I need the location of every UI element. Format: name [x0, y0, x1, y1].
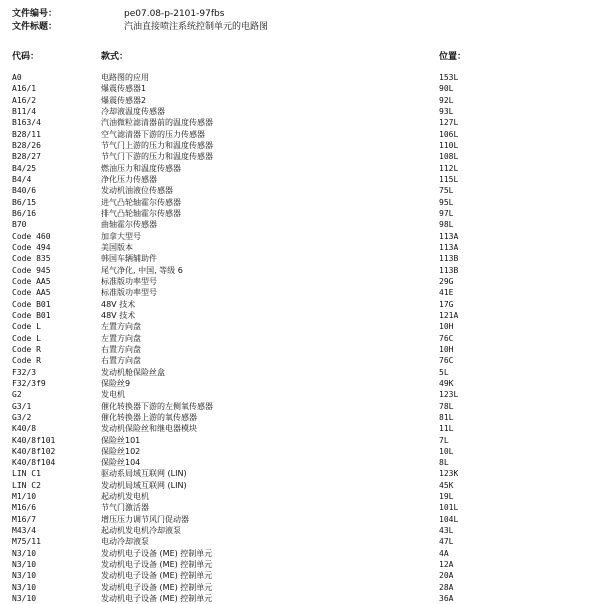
component-description: 美国版本 [101, 242, 133, 252]
component-code: Code 945 [12, 265, 51, 275]
component-code: Code B01 [12, 299, 51, 309]
component-position: 12A [439, 560, 454, 570]
component-description: 驱动系局域互联网 (LIN) [101, 469, 187, 479]
table-row [0, 106, 607, 117]
file-number-value: pe07.08-p-2101-97fbs [124, 9, 225, 19]
component-position: 113A [439, 231, 459, 241]
component-position: 113A [439, 242, 459, 252]
component-code: B40/6 [12, 186, 37, 196]
component-description: 保险丝9 [101, 378, 131, 388]
table-row [0, 276, 607, 287]
component-code: LIN C1 [12, 469, 41, 479]
component-description: 催化转换器下游的左侧氧传感器 [101, 401, 213, 411]
component-description: 发动机电子设备 (ME) 控制单元 [101, 560, 213, 570]
table-row [0, 208, 607, 219]
component-code: G3/2 [12, 412, 32, 422]
component-code: Code AA5 [12, 288, 51, 298]
component-code: M75/11 [12, 537, 41, 547]
component-description: 爆震传感器1 [101, 84, 147, 94]
component-description: 起动机发电机 [101, 492, 149, 502]
table-row [0, 435, 607, 446]
component-position: 113B [439, 265, 459, 275]
table-row [0, 83, 607, 94]
component-code: G2 [12, 390, 22, 400]
component-position: 123L [439, 390, 459, 400]
table-row [0, 412, 607, 423]
component-description: 增压压力调节风门促动器 [101, 514, 189, 524]
table-row [0, 548, 607, 559]
component-position: 92L [439, 95, 454, 105]
file-title-value: 汽油直接喷注系统控制单元的电路图 [124, 22, 269, 32]
component-position: 45K [439, 480, 454, 490]
component-code: M16/7 [12, 514, 37, 524]
table-row [0, 378, 607, 389]
table-row [0, 367, 607, 378]
component-description: 发电机 [101, 390, 125, 400]
component-description: 右置方向盘 [101, 344, 141, 354]
component-code: N3/10 [12, 560, 37, 570]
component-position: 108L [439, 152, 459, 162]
component-description: 发动机保险丝和继电器模块 [101, 424, 197, 434]
code-column-header: 代码： [12, 52, 40, 62]
table-row [0, 355, 607, 366]
component-description: 发动机油液位传感器 [101, 186, 173, 196]
component-description: 标准版功率型号 [101, 288, 157, 298]
table-row [0, 299, 607, 310]
table-row [0, 480, 607, 491]
component-position: 81L [439, 412, 454, 422]
table-row [0, 95, 607, 106]
table-row [0, 163, 607, 174]
table-row [0, 514, 607, 525]
table-row [0, 582, 607, 593]
component-description: 冷却液温度传感器 [101, 106, 165, 116]
table-row [0, 197, 607, 208]
component-position: 153L [439, 73, 459, 82]
component-code: LIN C2 [12, 480, 41, 490]
component-code: Code AA5 [12, 276, 51, 286]
component-code: Code L [12, 333, 41, 343]
component-position: 36A [439, 594, 454, 604]
component-code: B6/15 [12, 197, 37, 207]
component-description: 发动机局域互联网 (LIN) [101, 480, 187, 490]
component-description: 爆震传感器2 [101, 95, 147, 105]
component-description: 尾气净化, 中国, 等级 6 [101, 265, 183, 275]
table-row [0, 536, 607, 547]
component-description: 发动机舱保险丝盒 [101, 367, 165, 377]
component-description: 48V 技术 [101, 310, 136, 320]
table-row [0, 525, 607, 536]
table-row [0, 129, 607, 140]
table-row [0, 117, 607, 128]
component-position: 95L [439, 197, 454, 207]
component-code: F32/3f9 [12, 378, 46, 388]
component-position: 106L [439, 129, 459, 139]
component-position: 10H [439, 344, 454, 354]
component-description: 节气门上游的压力和温度传感器 [101, 140, 213, 150]
component-position: 5L [439, 367, 449, 377]
component-position: 43L [439, 526, 454, 536]
component-description: 汽油微粒滤清器前的温度传感器 [101, 118, 213, 128]
component-position: 10L [439, 446, 454, 456]
component-description: 右置方向盘 [101, 356, 141, 366]
component-description: 标准版功率型号 [101, 276, 157, 286]
component-position: 11L [439, 424, 454, 434]
component-position: 121A [439, 310, 459, 320]
component-position: 29G [439, 276, 454, 286]
component-code: Code 460 [12, 231, 51, 241]
table-row [0, 593, 607, 604]
component-code: N3/10 [12, 582, 37, 592]
component-code: A16/2 [12, 95, 37, 105]
component-position: 10H [439, 322, 454, 332]
component-code: M16/6 [12, 503, 37, 513]
component-position: 4A [439, 548, 449, 558]
table-row [0, 151, 607, 162]
component-description: 韩国车辆辅助件 [101, 254, 157, 264]
component-description: 节气门下游的压力和温度传感器 [101, 152, 213, 162]
table-row [0, 423, 607, 434]
table-row [0, 559, 607, 570]
component-description: 发动机电子设备 (ME) 控制单元 [101, 594, 213, 604]
component-position: 112L [439, 163, 459, 173]
component-description: 保险丝101 [101, 435, 141, 445]
component-description: 发动机电子设备 (ME) 控制单元 [101, 582, 213, 592]
table-row [0, 72, 607, 83]
component-description: 保险丝102 [101, 446, 141, 456]
component-code: B70 [12, 220, 27, 230]
file-number-label: 文件编号： [12, 9, 58, 19]
component-code: B11/4 [12, 106, 37, 116]
component-position: 127L [439, 118, 459, 128]
component-description: 空气滤清器下游的压力传感器 [101, 129, 205, 139]
table-row [0, 401, 607, 412]
component-code: N3/10 [12, 594, 37, 604]
table-row [0, 570, 607, 581]
table-row [0, 457, 607, 468]
component-description: 节气门激活器 [101, 503, 149, 513]
table-row [0, 446, 607, 457]
component-description: 排气凸轮轴霍尔传感器 [101, 208, 181, 218]
component-position: 41E [439, 288, 454, 298]
component-description: 电动冷却液泵 [101, 537, 149, 547]
component-description: 保险丝104 [101, 458, 141, 468]
component-code: K40/8f104 [12, 458, 56, 468]
component-position: 49K [439, 378, 454, 388]
table-row [0, 174, 607, 185]
component-code: B4/25 [12, 163, 37, 173]
component-code: A0 [12, 73, 22, 82]
table-row [0, 140, 607, 151]
component-table [0, 72, 607, 604]
component-position: 76C [439, 333, 454, 343]
component-position: 98L [439, 220, 454, 230]
component-position: 93L [439, 106, 454, 116]
component-position: 123K [439, 469, 459, 479]
component-code: N3/10 [12, 571, 37, 581]
component-code: K40/8 [12, 424, 37, 434]
component-description: 48V 技术 [101, 299, 136, 309]
table-row [0, 344, 607, 355]
table-row [0, 231, 607, 242]
table-row [0, 389, 607, 400]
component-code: B4/4 [12, 174, 32, 184]
component-description: 发动机电子设备 (ME) 控制单元 [101, 571, 213, 581]
component-code: Code R [12, 356, 41, 366]
component-position: 8L [439, 458, 449, 468]
component-position: 7L [439, 435, 449, 445]
component-position: 113B [439, 254, 459, 264]
component-code: Code 494 [12, 242, 51, 252]
component-position: 110L [439, 140, 459, 150]
component-code: N3/10 [12, 548, 37, 558]
table-row [0, 287, 607, 298]
component-position: 97L [439, 208, 454, 218]
component-position: 90L [439, 84, 454, 94]
table-row [0, 502, 607, 513]
component-description: 起动机发电机冷却液泵 [101, 526, 181, 536]
table-row [0, 242, 607, 253]
table-row [0, 333, 607, 344]
component-description: 左置方向盘 [101, 333, 141, 343]
component-code: Code R [12, 344, 41, 354]
component-description: 进气凸轮轴霍尔传感器 [101, 197, 181, 207]
component-description: 加拿大型号 [101, 231, 141, 241]
component-position: 104L [439, 514, 459, 524]
component-code: B28/27 [12, 152, 41, 162]
component-code: B28/11 [12, 129, 41, 139]
component-code: B28/26 [12, 140, 41, 150]
component-code: Code L [12, 322, 41, 332]
file-title-label: 文件标题： [12, 22, 58, 32]
component-description: 左置方向盘 [101, 322, 141, 332]
component-code: F32/3 [12, 367, 37, 377]
component-description: 曲轴霍尔传感器 [101, 220, 157, 230]
table-row [0, 491, 607, 502]
component-description: 发动机电子设备 (ME) 控制单元 [101, 548, 213, 558]
table-row [0, 185, 607, 196]
component-code: B6/16 [12, 208, 37, 218]
table-row [0, 468, 607, 479]
component-code: Code B01 [12, 310, 51, 320]
component-code: A16/1 [12, 84, 37, 94]
component-description: 燃油压力和温度传感器 [101, 163, 181, 173]
component-code: K40/8f102 [12, 446, 56, 456]
position-column-header: 位置： [439, 52, 467, 62]
component-position: 76C [439, 356, 454, 366]
component-position: 75L [439, 186, 454, 196]
description-column-header: 款式： [101, 52, 129, 62]
component-description: 电路图的应用 [101, 73, 149, 82]
component-position: 47L [439, 537, 454, 547]
component-position: 78L [439, 401, 454, 411]
component-description: 净化压力传感器 [101, 174, 157, 184]
table-row [0, 265, 607, 276]
component-code: G3/1 [12, 401, 32, 411]
component-code: M43/4 [12, 526, 37, 536]
component-code: Code 835 [12, 254, 51, 264]
component-position: 17G [439, 299, 454, 309]
table-row [0, 321, 607, 332]
component-code: B163/4 [12, 118, 41, 128]
component-position: 19L [439, 492, 454, 502]
component-description: 催化转换器上游的氧传感器 [101, 412, 197, 422]
component-position: 20A [439, 571, 454, 581]
component-position: 28A [439, 582, 454, 592]
component-code: M1/10 [12, 492, 37, 502]
component-position: 101L [439, 503, 459, 513]
table-row [0, 253, 607, 264]
component-code: K40/8f101 [12, 435, 56, 445]
table-row [0, 310, 607, 321]
table-row [0, 219, 607, 230]
component-position: 115L [439, 174, 459, 184]
